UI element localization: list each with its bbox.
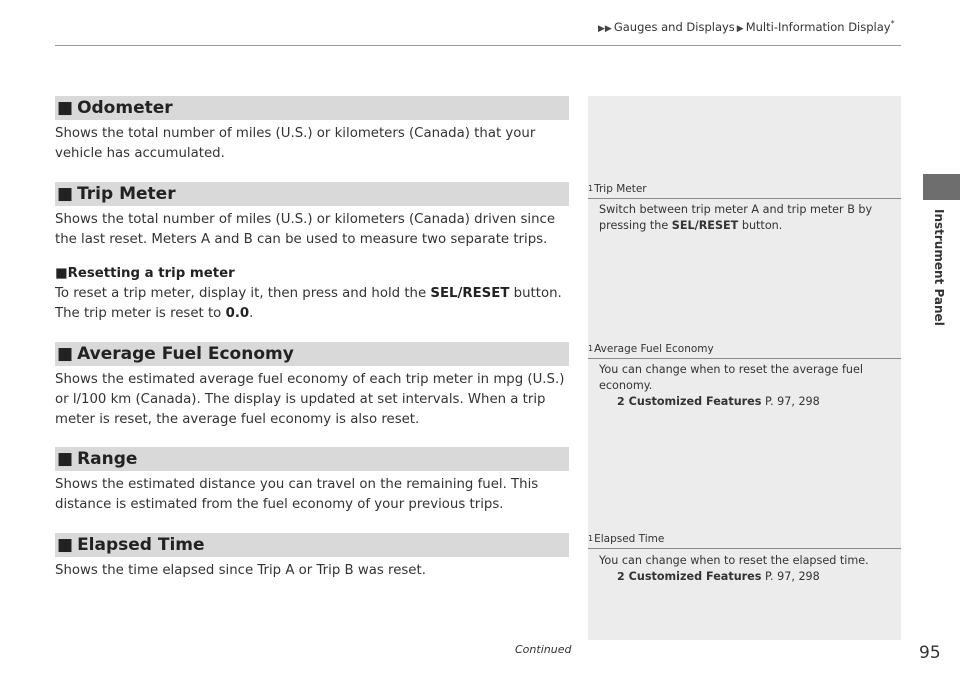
note-text-elapsed-time	[599, 553, 889, 585]
reference-pages: P. 97, 298	[761, 395, 820, 408]
triangle-icon: ▶▶	[598, 23, 612, 34]
subheading-label: Resetting a trip meter	[67, 266, 235, 281]
odometer-text: Shows the total number of miles (U.S.) or kilometers (Canada) that your vehicle has accumulated.	[55, 126, 536, 161]
page-number: 95	[919, 643, 941, 663]
note-title-label: Average Fuel Economy	[594, 343, 714, 355]
triangle-icon: ▶	[736, 23, 744, 34]
section-heading-trip-meter	[55, 182, 569, 206]
subheading-reset-trip	[55, 266, 235, 281]
continued-label: Continued	[515, 643, 572, 656]
section-title: Odometer	[77, 98, 173, 118]
square-bullet-icon: ■	[57, 98, 74, 118]
section-title: Range	[77, 449, 138, 469]
cross-reference-link[interactable]	[617, 569, 889, 585]
reference-arrow-icon: 2	[617, 570, 625, 583]
text-run: button. The trip meter is reset to	[55, 286, 562, 321]
reset-trip-text	[55, 284, 571, 324]
square-bullet-icon: ■	[57, 184, 74, 204]
note-title-trip-meter	[588, 183, 901, 199]
section-title: Elapsed Time	[77, 535, 205, 555]
note-number: 1	[588, 534, 594, 543]
text-run: button.	[738, 219, 783, 232]
note-text-trip-meter	[599, 202, 889, 234]
breadcrumb-gauges: Gauges and Displays	[613, 19, 735, 34]
asterisk-mark: *	[890, 19, 895, 28]
square-bullet-icon: ■	[57, 344, 74, 364]
elapsed-time-text: Shows the time elapsed since Trip A or Trip B was reset.	[55, 563, 426, 578]
note-title-label: Elapsed Time	[594, 533, 665, 545]
text-run: To reset a trip meter, display it, then press and hold the	[55, 286, 431, 301]
section-title: Trip Meter	[77, 184, 176, 204]
note-body: You can change when to reset the elapsed time.	[599, 554, 869, 567]
section-heading-range	[55, 447, 569, 471]
square-bullet-icon: ■	[55, 266, 68, 281]
trip-meter-text: Shows the total number of miles (U.S.) or kilometers (Canada) driven since the last reset. Meters A and B can be used to measure two separate trips.	[55, 212, 556, 247]
reset-value: 0.0	[225, 306, 250, 321]
sel-reset-label: SEL/RESET	[430, 286, 510, 301]
sel-reset-label: SEL/RESET	[671, 219, 739, 232]
note-body: You can change when to reset the average fuel economy.	[599, 363, 863, 392]
chapter-tab	[923, 174, 960, 200]
reference-title: Customized Features	[628, 570, 762, 583]
text-run: Switch between trip meter A and trip meter B by pressing the	[599, 203, 873, 232]
cross-reference-link[interactable]	[617, 394, 889, 410]
reference-arrow-icon: 2	[617, 395, 625, 408]
reference-pages: P. 97, 298	[761, 570, 820, 583]
square-bullet-icon: ■	[57, 535, 74, 555]
note-number: 1	[588, 344, 594, 353]
reference-title: Customized Features	[628, 395, 762, 408]
note-title-label: Trip Meter	[594, 183, 647, 195]
breadcrumb-mid: Multi-Information Display	[745, 19, 891, 34]
note-title-elapsed-time	[588, 533, 901, 549]
section-title: Average Fuel Economy	[77, 344, 294, 364]
section-heading-odometer	[55, 96, 569, 120]
chapter-label: Instrument Panel	[932, 209, 946, 326]
range-text: Shows the estimated distance you can travel on the remaining fuel. This distance is estimated from the fuel economy of your previous trips.	[55, 477, 539, 512]
note-text-average-fuel-economy	[599, 362, 889, 410]
section-heading-average-fuel-economy	[55, 342, 569, 366]
note-title-average-fuel-economy	[588, 343, 901, 359]
note-number: 1	[588, 184, 594, 193]
fuel-economy-text: Shows the estimated average fuel economy of each trip meter in mpg (U.S.) or l/100 km (Canada). The display is updated at set intervals. When a trip meter is reset, the average fuel economy is also reset.	[55, 372, 565, 427]
header-divider	[55, 45, 901, 46]
text-run: .	[249, 306, 254, 321]
square-bullet-icon: ■	[57, 449, 74, 469]
breadcrumb	[598, 19, 895, 34]
section-heading-elapsed-time	[55, 533, 569, 557]
